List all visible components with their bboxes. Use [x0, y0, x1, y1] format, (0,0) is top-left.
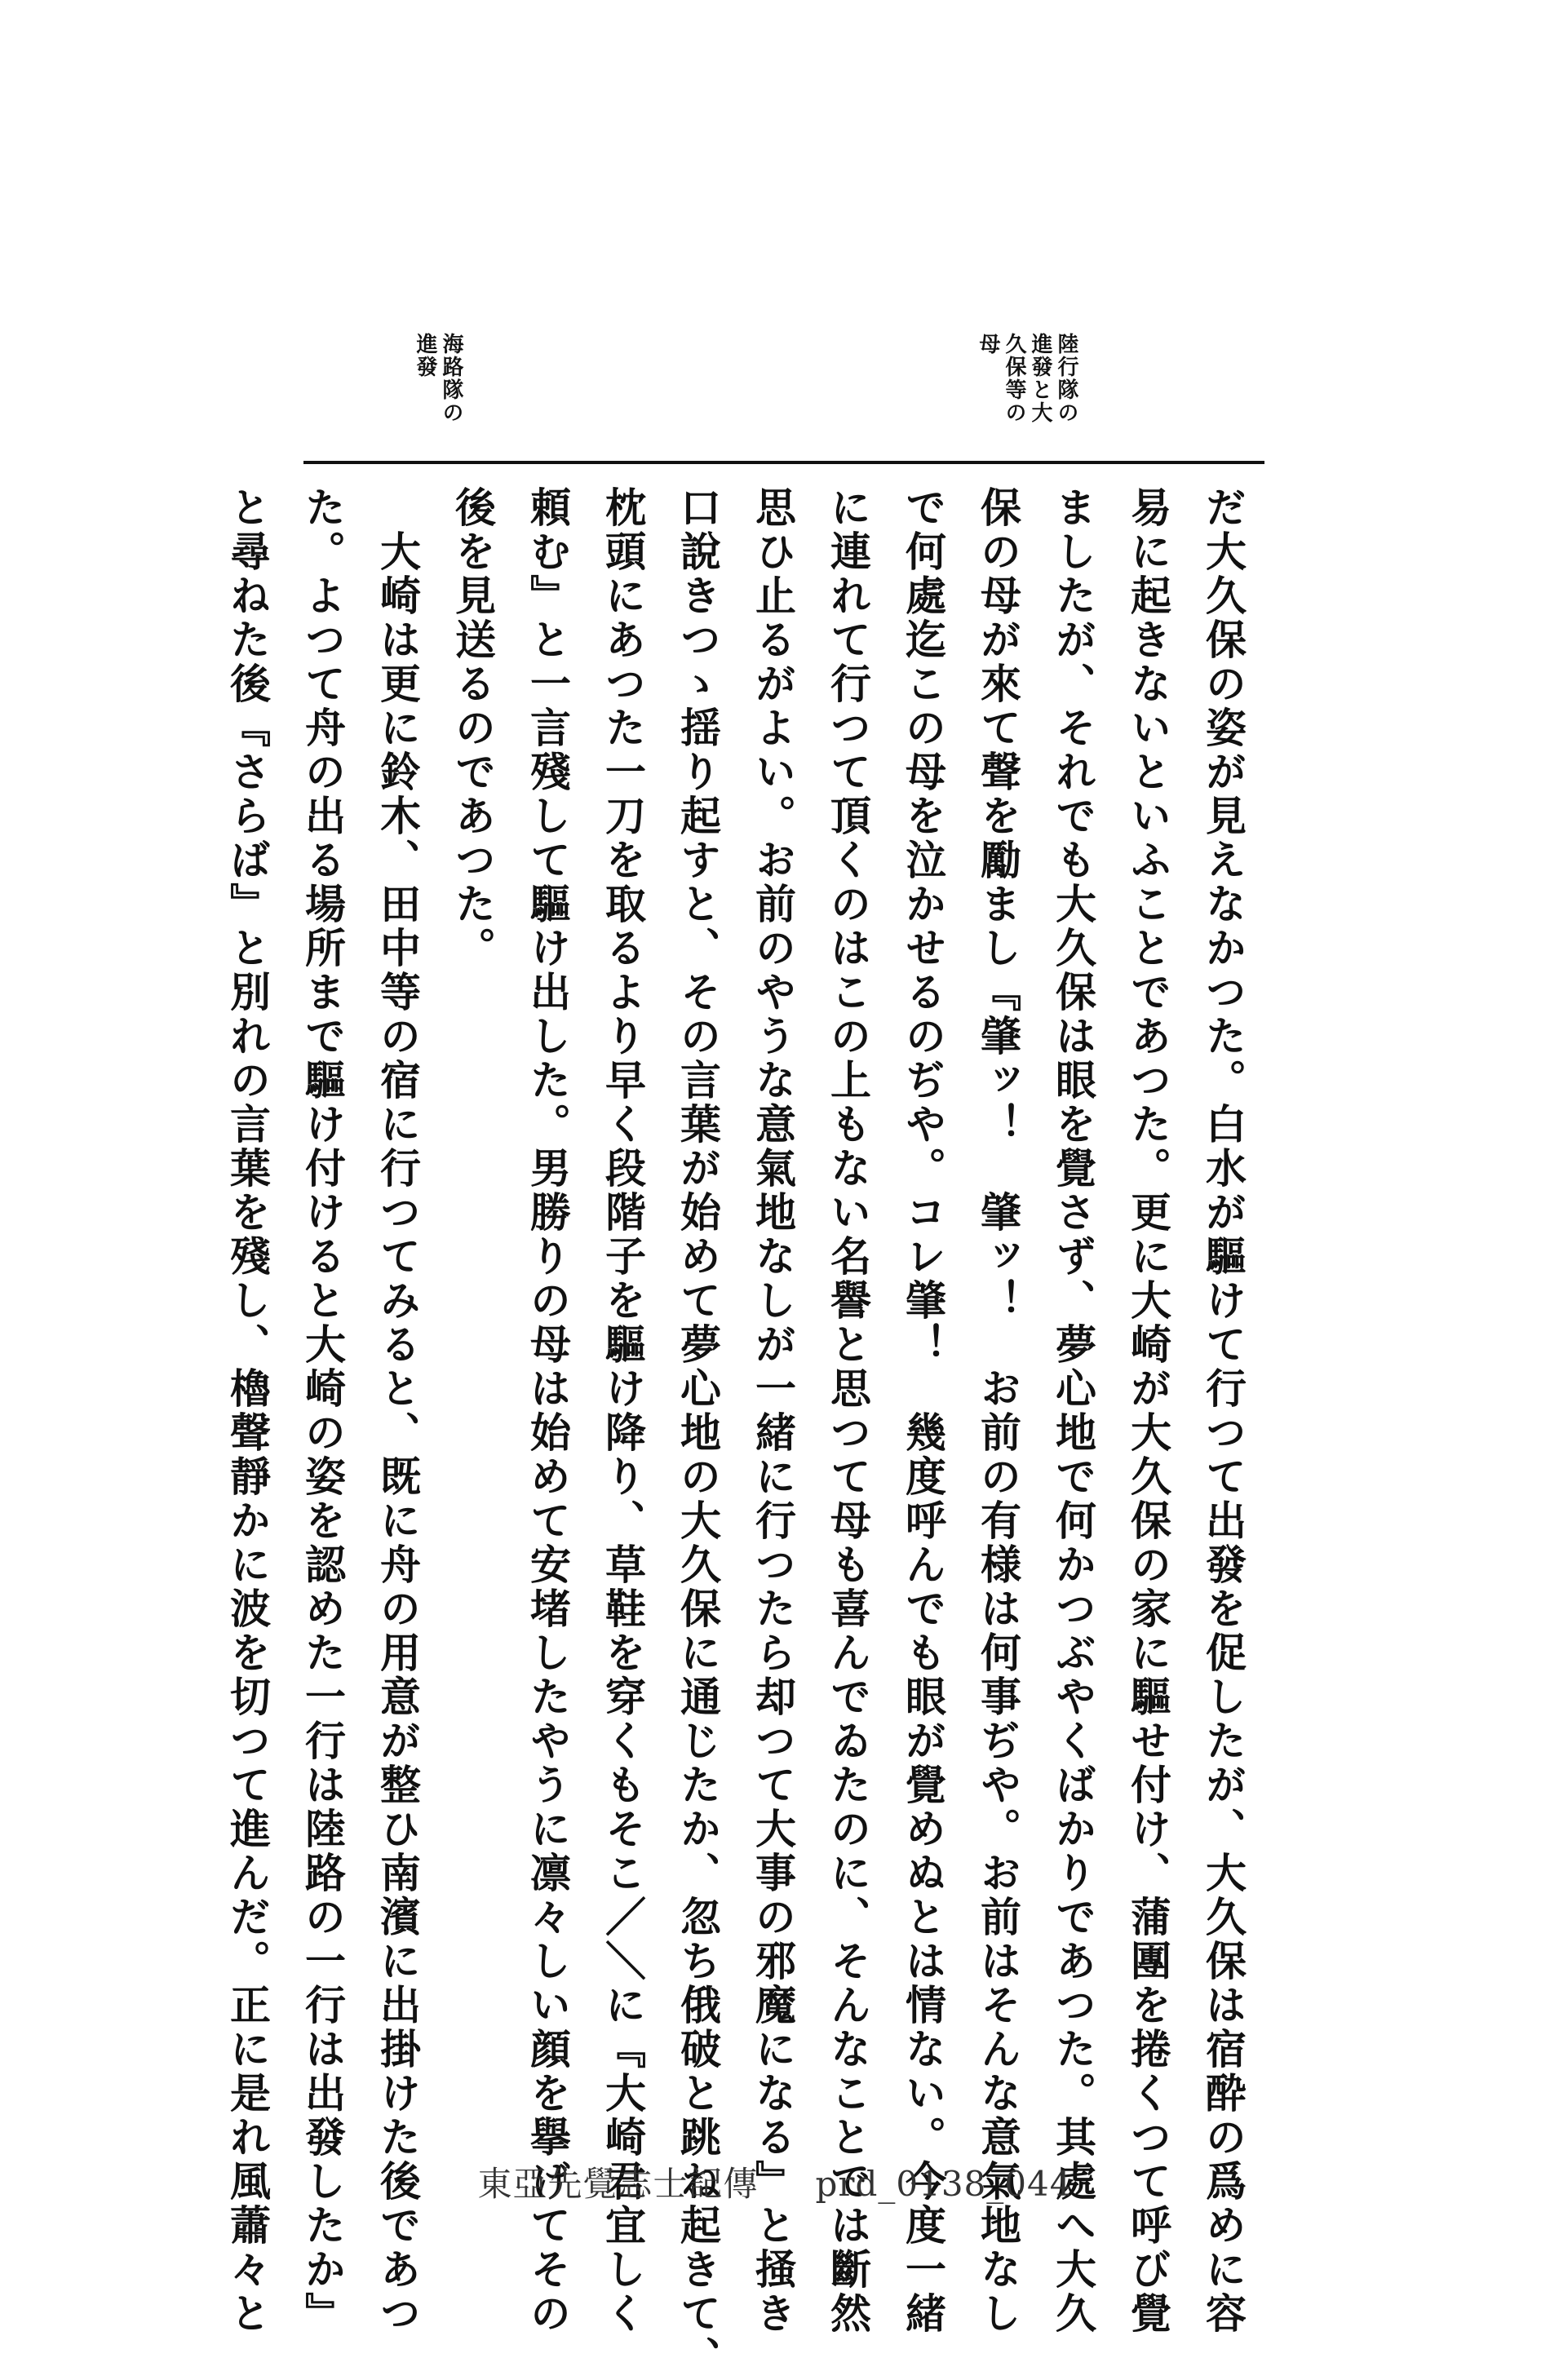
footer-book-title: 東亞先覺志士記傳 — [477, 2164, 759, 2204]
margin-heading-sea-party: 海路隊の 進發 — [413, 333, 463, 424]
top-rule-divider — [303, 461, 1264, 464]
body-line: と尋ねた後『さらば』と別れの言葉を殘し、櫓聲靜かに波を切つて進んだ。正に是れ風蕭々と — [224, 486, 272, 2336]
body-line: に連れて行つて頂くのはこの上もない名譽と思つて母も喜んでゐたのに、そんなことでは斷然 — [824, 486, 872, 2336]
body-line: 思ひ止るがよい。お前のやうな意氣地なしが一緒に行つたら却つて大事の邪魔になる』と掻き — [749, 486, 797, 2336]
body-line: だ大久保の姿が見えなかつた。白水が驅けて行つて出發を促したが、大久保は宿酔の爲めに容 — [1199, 486, 1247, 2336]
body-line: 枕頭にあつた一刀を取るより早く段階子を驅け降り、草鞋を穿くもそこ／＼に『大崎君宜しく — [599, 486, 647, 2336]
body-line: 大崎は更に鈴木、田中等の宿に行つてみると、既に舟の用意が整ひ南濱に出掛けた後であつ — [374, 486, 422, 2336]
footer-page-code: prd_0138_044 — [815, 2164, 1073, 2204]
body-line: 後を見送るのであつた。 — [449, 486, 497, 971]
body-line: 頼む』と一言殘して驅け出した。男勝りの母は始めて安堵したやうに凛々しい顔を擧げてその — [524, 486, 572, 2336]
body-line: ましたが、それでも大久保は眼を覺さず、夢心地で何かつぶやくばかりであつた。其處へ大久 — [1049, 486, 1097, 2336]
margin-heading-overland-party: 陸行隊の 進發と大 久保等の 母 — [976, 333, 1078, 424]
page-footer — [0, 2157, 1550, 2206]
body-line: 保の母が來て聲を勵まし『肇ッ！ 肇ッ！ お前の有様は何事ぢや。お前はそんな意氣地なし — [974, 486, 1022, 2336]
body-line: た。よつて舟の出る場所まで驅け付けると大崎の姿を認めた一行は陸路の一行は出發したか』 — [299, 486, 347, 2336]
body-line: で何處迄この母を泣かせるのぢや。コレ肇！ 幾度呼んでも眼が覺めぬとは情ない。今度一緒 — [899, 486, 947, 2336]
body-line: 口說きつゝ揺り起すと、その言葉が始めて夢心地の大久保に通じたか、忽ち俄破と跳ね起きて、 — [674, 486, 722, 2380]
body-line: 易に起きないといふことであつた。更に大崎が大久保の家に驅せ付け、蒲團を捲くつて呼び覺 — [1124, 486, 1172, 2336]
